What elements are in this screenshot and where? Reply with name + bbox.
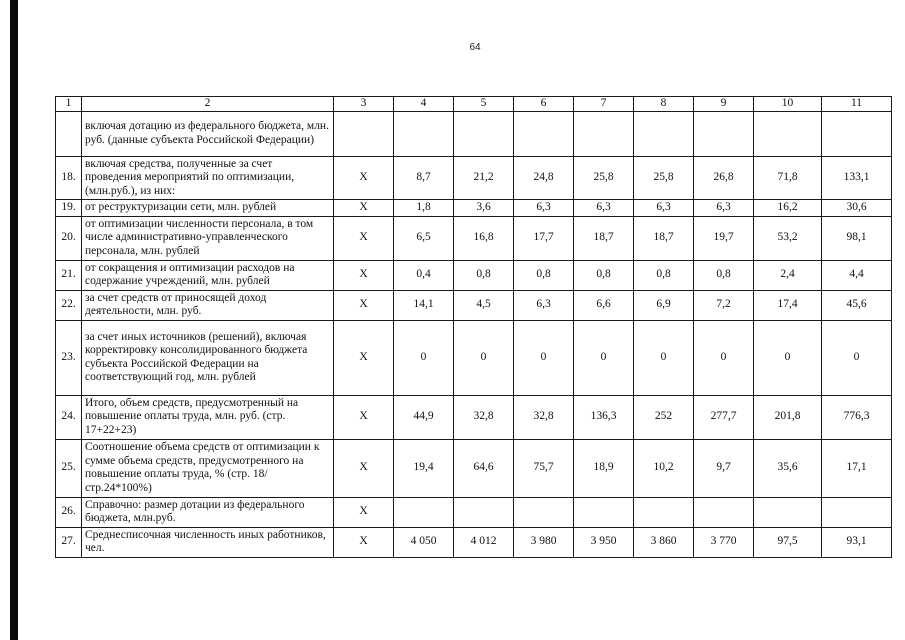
row-number-cell: 21.: [56, 260, 82, 290]
row-value-cell: 4 050: [394, 527, 454, 557]
row-value-cell: 24,8: [514, 156, 574, 200]
row-value-cell: [754, 497, 822, 527]
row-value-cell: 53,2: [754, 216, 822, 260]
row-value-cell: 32,8: [454, 395, 514, 439]
row-description-cell: за счет средств от приносящей доход деятельности, млн. руб.: [82, 290, 334, 320]
row-value-cell: [514, 111, 574, 156]
header-cell: 3: [334, 97, 394, 112]
header-row: [56, 97, 892, 112]
row-value-cell: 6,3: [634, 200, 694, 217]
row-value-cell: 201,8: [754, 395, 822, 439]
row-description-cell: Итого, объем средств, предусмотренный на повышение оплаты труда, млн. руб. (стр. 17+22+23): [82, 395, 334, 439]
row-value-cell: 3 980: [514, 527, 574, 557]
row-value-cell: 93,1: [822, 527, 892, 557]
row-number-cell: 27.: [56, 527, 82, 557]
row-value-cell: 10,2: [634, 439, 694, 497]
row-value-cell: 19,7: [694, 216, 754, 260]
header-cell: 9: [694, 97, 754, 112]
row-value-cell: 0,8: [574, 260, 634, 290]
row-value-cell: 0,8: [454, 260, 514, 290]
table-row: [56, 156, 892, 200]
row-value-cell: [574, 111, 634, 156]
row-value-cell: [822, 497, 892, 527]
row-value-cell: 0: [754, 320, 822, 395]
row-value-cell: 136,3: [574, 395, 634, 439]
row-value-cell: 6,6: [574, 290, 634, 320]
row-unit-cell: X: [334, 527, 394, 557]
scan-edge-bar: [10, 0, 18, 640]
row-value-cell: 0,8: [694, 260, 754, 290]
row-value-cell: [694, 497, 754, 527]
row-value-cell: 4,4: [822, 260, 892, 290]
row-unit-cell: X: [334, 395, 394, 439]
row-value-cell: 776,3: [822, 395, 892, 439]
row-number-cell: [56, 111, 82, 156]
row-value-cell: 97,5: [754, 527, 822, 557]
table-row: [56, 290, 892, 320]
row-value-cell: 16,8: [454, 216, 514, 260]
row-value-cell: 18,7: [574, 216, 634, 260]
row-value-cell: 0,8: [634, 260, 694, 290]
row-value-cell: 16,2: [754, 200, 822, 217]
row-value-cell: 18,7: [634, 216, 694, 260]
row-value-cell: 3,6: [454, 200, 514, 217]
row-value-cell: [454, 111, 514, 156]
row-description-cell: Соотношение объема средств от оптимизации к сумме объема средств, предусмотренного на повышение оплаты труда, % (стр. 18/стр.24*100%): [82, 439, 334, 497]
row-value-cell: 0: [514, 320, 574, 395]
row-value-cell: 0,4: [394, 260, 454, 290]
row-unit-cell: X: [334, 439, 394, 497]
row-value-cell: 17,1: [822, 439, 892, 497]
row-value-cell: 6,9: [634, 290, 694, 320]
table-row: [56, 497, 892, 527]
row-unit-cell: X: [334, 320, 394, 395]
row-value-cell: 98,1: [822, 216, 892, 260]
row-value-cell: 7,2: [694, 290, 754, 320]
page-number: 64: [469, 42, 481, 53]
row-value-cell: 44,9: [394, 395, 454, 439]
row-description-cell: включая дотацию из федерального бюджета, млн. руб. (данные субъекта Российской Федерации): [82, 111, 334, 156]
row-description-cell: от сокращения и оптимизации расходов на содержание учреждений, млн. рублей: [82, 260, 334, 290]
table-body: [56, 97, 892, 558]
row-description-cell: включая средства, полученные за счет проведения мероприятий по оптимизации, (млн.руб.), из них:: [82, 156, 334, 200]
row-value-cell: [394, 111, 454, 156]
row-value-cell: 17,7: [514, 216, 574, 260]
header-cell: 7: [574, 97, 634, 112]
table-row: [56, 439, 892, 497]
row-unit-cell: X: [334, 156, 394, 200]
row-value-cell: 0: [634, 320, 694, 395]
table-row: [56, 111, 892, 156]
row-description-cell: от реструктуризации сети, млн. рублей: [82, 200, 334, 217]
row-number-cell: 24.: [56, 395, 82, 439]
row-value-cell: 6,3: [574, 200, 634, 217]
row-value-cell: 0: [394, 320, 454, 395]
row-value-cell: 3 950: [574, 527, 634, 557]
row-value-cell: 45,6: [822, 290, 892, 320]
row-value-cell: 32,8: [514, 395, 574, 439]
row-unit-cell: [334, 111, 394, 156]
data-table: [55, 96, 892, 558]
row-value-cell: 30,6: [822, 200, 892, 217]
row-value-cell: 9,7: [694, 439, 754, 497]
row-value-cell: 19,4: [394, 439, 454, 497]
row-number-cell: 23.: [56, 320, 82, 395]
table-row: [56, 216, 892, 260]
header-cell: 8: [634, 97, 694, 112]
row-description-cell: Среднесписочная численность иных работников, чел.: [82, 527, 334, 557]
row-value-cell: 3 770: [694, 527, 754, 557]
row-value-cell: [694, 111, 754, 156]
row-value-cell: 3 860: [634, 527, 694, 557]
row-value-cell: 133,1: [822, 156, 892, 200]
row-value-cell: 6,3: [694, 200, 754, 217]
table-row: [56, 527, 892, 557]
row-value-cell: 6,5: [394, 216, 454, 260]
row-value-cell: 25,8: [574, 156, 634, 200]
row-value-cell: 277,7: [694, 395, 754, 439]
table-row: [56, 200, 892, 217]
row-number-cell: 19.: [56, 200, 82, 217]
row-number-cell: 25.: [56, 439, 82, 497]
row-value-cell: 26,8: [694, 156, 754, 200]
header-cell: 11: [822, 97, 892, 112]
row-unit-cell: X: [334, 200, 394, 217]
table-row: [56, 260, 892, 290]
row-value-cell: [634, 111, 694, 156]
row-value-cell: [822, 111, 892, 156]
row-value-cell: 4 012: [454, 527, 514, 557]
row-value-cell: 71,8: [754, 156, 822, 200]
row-value-cell: 64,6: [454, 439, 514, 497]
header-cell: 10: [754, 97, 822, 112]
header-cell: 1: [56, 97, 82, 112]
row-value-cell: 6,3: [514, 290, 574, 320]
row-value-cell: 8,7: [394, 156, 454, 200]
row-value-cell: [514, 497, 574, 527]
row-value-cell: 0: [454, 320, 514, 395]
row-value-cell: 25,8: [634, 156, 694, 200]
row-description-cell: за счет иных источников (решений), включая корректировку консолидированного бюджета субъекта Российской Федерации на соответствующий год, млн. рублей: [82, 320, 334, 395]
row-value-cell: 18,9: [574, 439, 634, 497]
row-value-cell: [754, 111, 822, 156]
row-description-cell: от оптимизации численности персонала, в том числе административно-управленческого персонала, млн. рублей: [82, 216, 334, 260]
row-value-cell: 252: [634, 395, 694, 439]
header-cell: 2: [82, 97, 334, 112]
row-value-cell: 0: [822, 320, 892, 395]
row-value-cell: [634, 497, 694, 527]
row-description-cell: Справочно: размер дотации из федерального бюджета, млн.руб.: [82, 497, 334, 527]
row-number-cell: 22.: [56, 290, 82, 320]
row-value-cell: 0: [574, 320, 634, 395]
row-value-cell: 75,7: [514, 439, 574, 497]
table-row: [56, 395, 892, 439]
header-cell: 4: [394, 97, 454, 112]
row-value-cell: 2,4: [754, 260, 822, 290]
row-value-cell: 14,1: [394, 290, 454, 320]
table-row: [56, 320, 892, 395]
row-value-cell: 1,8: [394, 200, 454, 217]
header-cell: 5: [454, 97, 514, 112]
row-value-cell: 21,2: [454, 156, 514, 200]
row-number-cell: 18.: [56, 156, 82, 200]
row-unit-cell: X: [334, 497, 394, 527]
row-unit-cell: X: [334, 290, 394, 320]
row-value-cell: [394, 497, 454, 527]
header-cell: 6: [514, 97, 574, 112]
row-value-cell: 6,3: [514, 200, 574, 217]
row-value-cell: [454, 497, 514, 527]
row-value-cell: 4,5: [454, 290, 514, 320]
row-value-cell: 0,8: [514, 260, 574, 290]
row-value-cell: 17,4: [754, 290, 822, 320]
row-value-cell: [574, 497, 634, 527]
row-unit-cell: X: [334, 216, 394, 260]
row-number-cell: 26.: [56, 497, 82, 527]
row-number-cell: 20.: [56, 216, 82, 260]
row-value-cell: 35,6: [754, 439, 822, 497]
row-unit-cell: X: [334, 260, 394, 290]
row-value-cell: 0: [694, 320, 754, 395]
